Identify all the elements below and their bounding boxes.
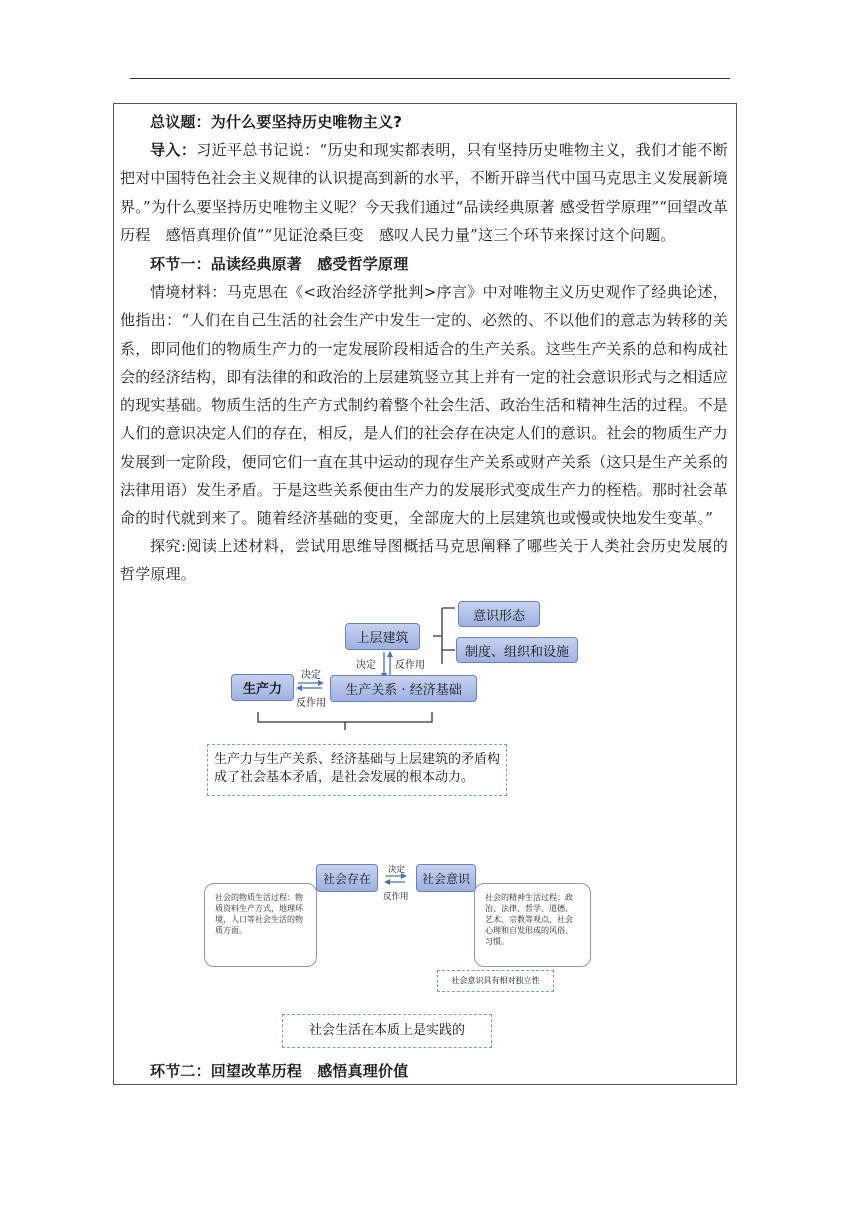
intro-text: 习近平总书记说：“历史和现实都表明，只有坚持历史唯物主义，我们才能不断把对中国特色社会主义规律的认识提高到新的水平，不断开辟当代中国马克思主义发展新境界。”为什么要坚持历史唯物主义呢？今天我们通过“品读经典原著 感受哲学原理”“回望改革历程 感悟真理价值”“见证沧桑巨变 感叹人民力量”这三个环节来探讨这个问题。 <box>120 141 729 244</box>
task-paragraph: 探究:阅读上述材料，尝试用思维导图概括马克思阐释了哪些关于人类社会历史发展的哲学原理。 <box>120 537 728 584</box>
practice-box: 社会生活在本质上是实践的 <box>282 1014 492 1048</box>
material-life-box: 社会的物质生活过程：物质资料生产方式，地理环境，人口等社会生活的物质方面。 <box>204 883 317 967</box>
decide-label-2: 决定 <box>388 865 406 875</box>
intro-label: 导入： <box>150 141 197 159</box>
topic-title: 总议题：为什么要坚持历史唯物主义? <box>150 113 403 131</box>
material-paragraph: 情境材料：马克思在《<政治经济学批判>序言》中对唯物主义历史观作了经典论述，他指出：“人们在自己生活的社会生产中发生一定的、必然的、不以他们的意志为转移的关系，即同他们的物质生产力的一定发展阶段相适合的生产关系。这些生产关系的总和构成社会的经济结构，即有法律的和政治的上层建筑竖立其上并有一定的社会意识形式与之相适应的现实基础。物质生活的生产方式制约着整个社会生活、政治生活和精神生活的过程。不是人们的意识决定人们的存在，相反，是人们的社会存在决定人们的意识。社会的物质生产力发展到一定阶段，便同它们一直在其中运动的现存生产关系或财产关系（这只是生产关系的法律用语）发生矛盾。于是这些关系便由生产力的发展形式变成生产力的桎梏。那时社会革命的时代就到来了。随着经济基础的变更，全部庞大的上层建筑也或慢或快地发生变革。” <box>120 283 729 528</box>
institutions-node: 制度、组织和设施 <box>456 637 578 663</box>
ideology-node: 意识形态 <box>458 601 540 627</box>
section1-title: 环节一：品读经典原著 感受哲学原理 <box>150 255 409 273</box>
react-label-horizontal: 反作用 <box>296 698 326 709</box>
relations-base-node: 生产关系 · 经济基础 <box>330 675 477 702</box>
conclusion-box: 生产力与生产关系、经济基础与上层建筑的矛盾构成了社会基本矛盾，是社会发展的根本动力。 <box>207 744 507 796</box>
react-label-2: 反作用 <box>383 892 409 902</box>
productive-forces-node: 生产力 <box>231 674 294 701</box>
spiritual-life-box: 社会的精神生活过程：政治、法律、哲学、道德、艺术、宗教等观点，社会心理和自发形成的风俗、习惯。 <box>474 883 591 967</box>
section2-paragraph <box>120 1057 728 1085</box>
decide-label-vertical: 决定 <box>356 660 376 671</box>
react-label-vertical: 反作用 <box>395 660 425 671</box>
superstructure-node: 上层建筑 <box>345 623 420 650</box>
independence-box: 社会意识具有相对独立性 <box>437 970 554 992</box>
decide-label-horizontal: 决定 <box>301 670 321 681</box>
social-existence-node: 社会存在 <box>316 864 378 892</box>
social-consciousness-node: 社会意识 <box>416 864 476 892</box>
section2-title: 环节二：回望改革历程 感悟真理价值 <box>150 1062 409 1080</box>
